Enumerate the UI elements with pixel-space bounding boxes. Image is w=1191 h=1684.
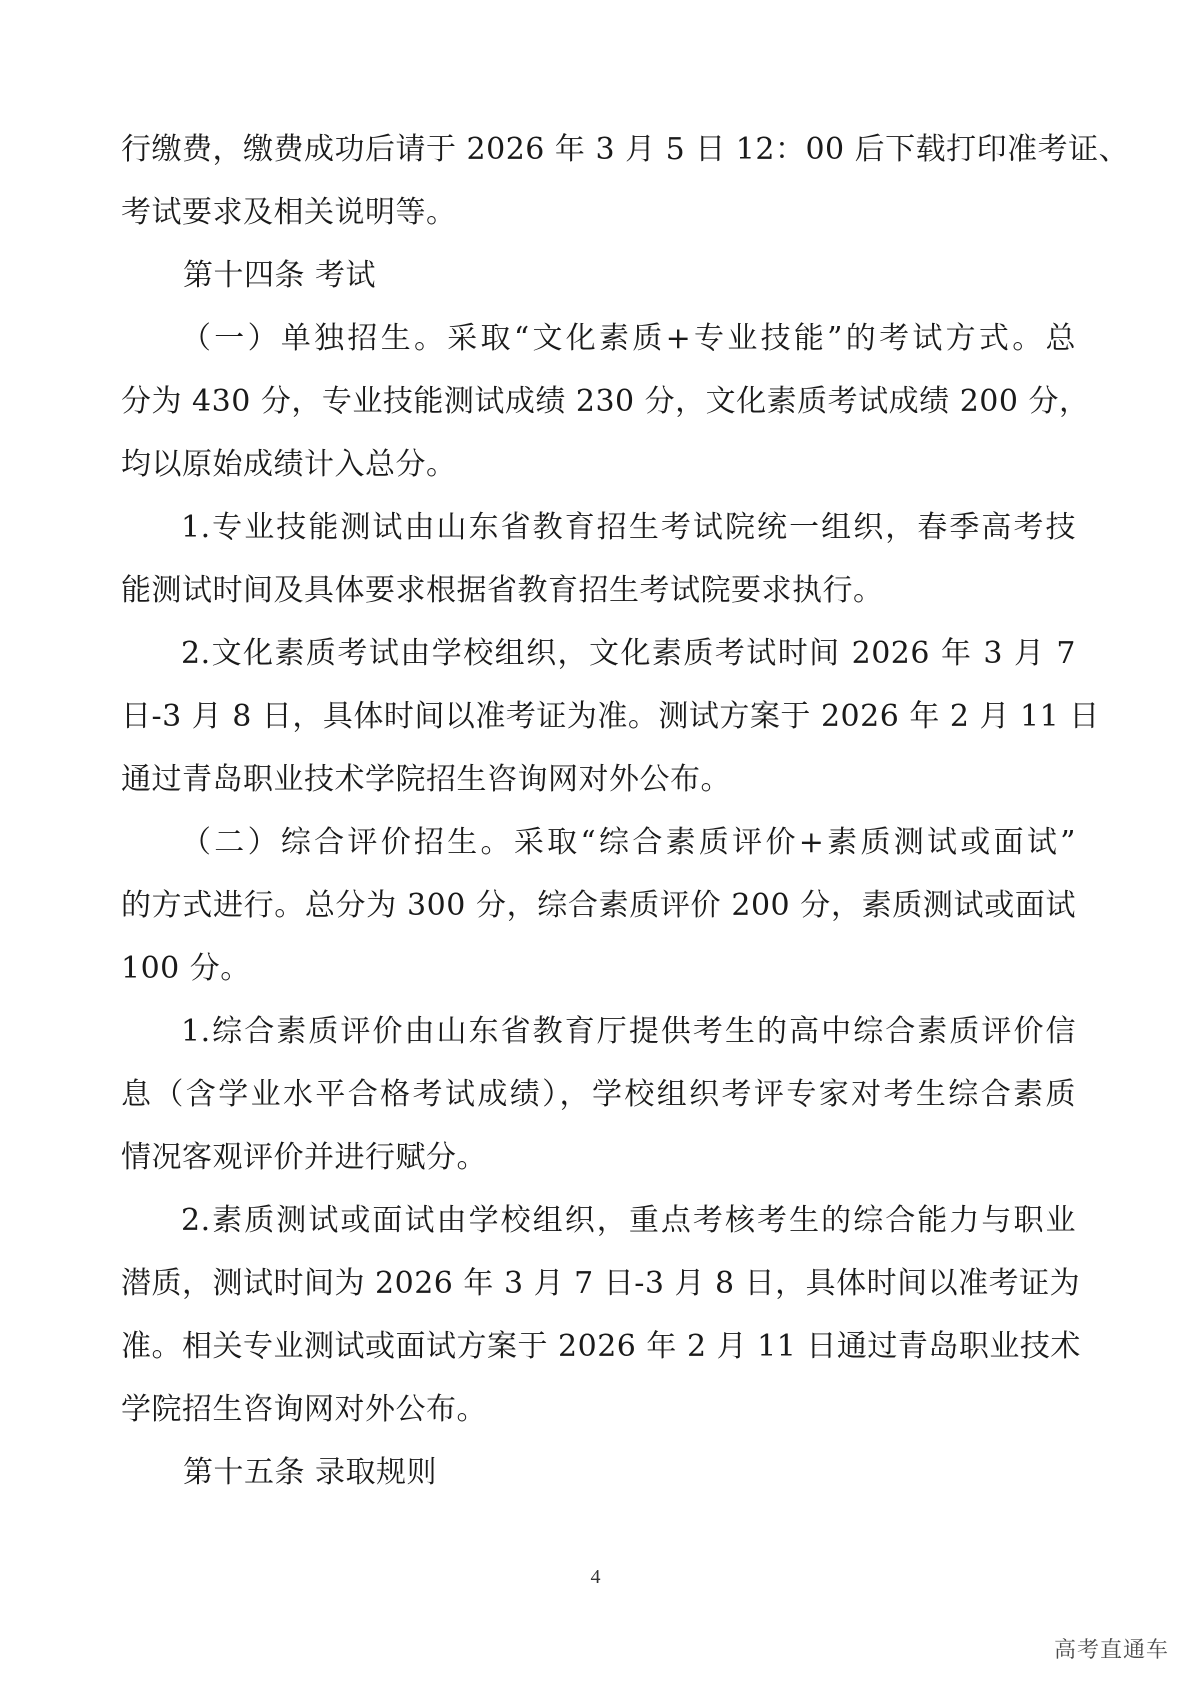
paragraph-start: 1.综合素质评价由山东省教育厅提供考生的高中综合素质评价信 (181, 1014, 1076, 1049)
text-line: 息（含学业水平合格考试成绩），学校组织考评专家对考生综合素质 (121, 1077, 1076, 1112)
text-line: 考试要求及相关说明等。 (121, 195, 457, 230)
paragraph-start: 2.文化素质考试由学校组织，文化素质考试时间 2026 年 3 月 7 (181, 636, 1076, 671)
page-number: 4 (590, 1566, 601, 1588)
article-heading: 第十四条 考试 (183, 258, 377, 293)
paragraph-start: （一）单独招生。采取“文化素质+专业技能”的考试方式。总 (181, 321, 1076, 356)
text-line: 准。相关专业测试或面试方案于 2026 年 2 月 11 日通过青岛职业技术 (121, 1329, 1081, 1364)
paragraph-start: 2.素质测试或面试由学校组织，重点考核考生的综合能力与职业 (181, 1203, 1076, 1238)
text-line: 能测试时间及具体要求根据省教育招生考试院要求执行。 (121, 573, 884, 608)
text-line: 的方式进行。总分为 300 分，综合素质评价 200 分，素质测试或面试 (121, 888, 1076, 923)
document-body (121, 118, 1130, 1504)
watermark-text: 高考直通车 (1053, 1638, 1169, 1663)
article-heading: 第十五条 录取规则 (183, 1455, 438, 1490)
paragraph-start: （二）综合评价招生。采取“综合素质评价+素质测试或面试” (181, 825, 1076, 860)
text-line: 学院招生咨询网对外公布。 (121, 1392, 487, 1427)
text-line: 通过青岛职业技术学院招生咨询网对外公布。 (121, 762, 731, 797)
text-line: 潜质，测试时间为 2026 年 3 月 7 日-3 月 8 日，具体时间以准考证为 (121, 1266, 1081, 1301)
text-line: 行缴费，缴费成功后请于 2026 年 3 月 5 日 12：00 后下载打印准考证、 (121, 132, 1130, 167)
paragraph-start: 1.专业技能测试由山东省教育招生考试院统一组织，春季高考技 (181, 510, 1076, 545)
text-line: 日-3 月 8 日，具体时间以准考证为准。测试方案于 2026 年 2 月 11 日 (121, 699, 1100, 734)
text-line: 100 分。 (121, 951, 251, 986)
text-line: 情况客观评价并进行赋分。 (121, 1140, 487, 1175)
text-line: 分为 430 分，专业技能测试成绩 230 分，文化素质考试成绩 200 分， (121, 384, 1090, 419)
text-line: 均以原始成绩计入总分。 (121, 447, 457, 482)
